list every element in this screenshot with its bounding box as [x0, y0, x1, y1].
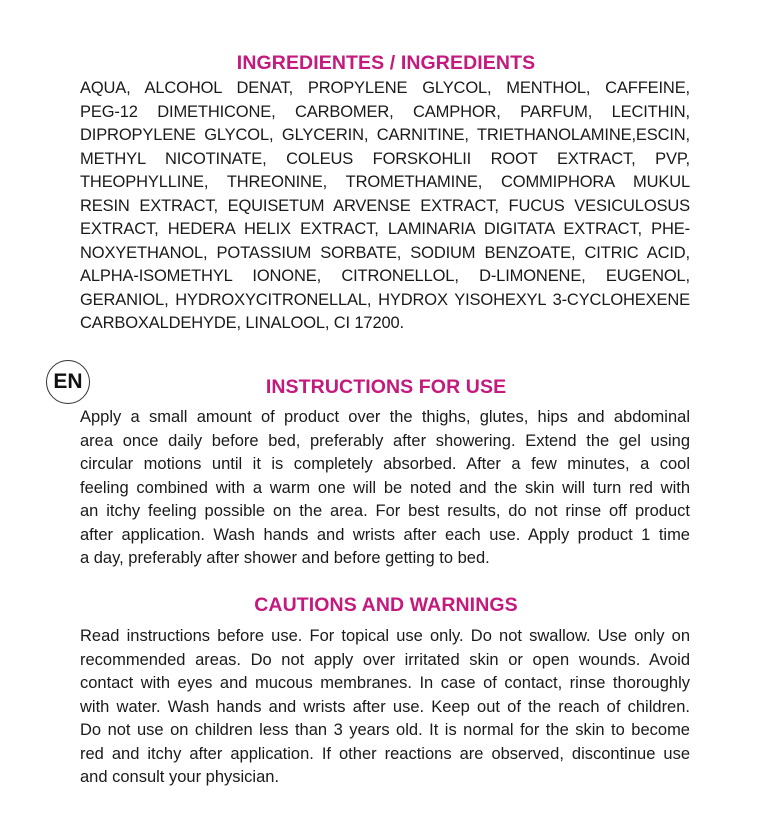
ingredients-line: THEOPHYLLINE, THREONINE, TROMETHAMINE, COMMIPHORA MUKUL	[80, 173, 690, 191]
ingredients-line: EXTRACT, HEDERA HELIX EXTRACT, LAMINARIA DIGITATA EXTRACT, PHE-	[80, 220, 690, 238]
instructions-line: circular motions until it is completely absorbed. After a few minutes, a cool	[80, 455, 690, 473]
instructions-line: Apply a small amount of product over the thighs, glutes, hips and abdominal	[80, 408, 690, 426]
ingredients-line: ALPHA-ISOMETHYL IONONE, CITRONELLOL, D-LIMONENE, EUGENOL,	[80, 267, 690, 285]
ingredients-heading: INGREDIENTES / INGREDIENTS	[236, 52, 536, 74]
instructions-line: an itchy feeling possible on the area. For best results, do not rinse off product	[80, 502, 690, 520]
ingredients-line: DIPROPYLENE GLYCOL, GLYCERIN, CARNITINE, TRIETHANOLAMINE,ESCIN,	[80, 126, 690, 144]
cautions-heading: CAUTIONS AND WARNINGS	[254, 594, 518, 616]
ingredients-line: NOXYETHANOL, POTASSIUM SORBATE, SODIUM BENZOATE, CITRIC ACID,	[80, 243, 690, 262]
ingredients-line: RESIN EXTRACT, EQUISETUM ARVENSE EXTRACT, FUCUS VESICULOSUS	[80, 196, 690, 215]
ingredients-line: CARBOXALDEHYDE, LINALOOL, CI 17200.	[80, 314, 404, 332]
cautions-line: with water. Wash hands and wrists after use. Keep out of the reach of children.	[80, 697, 690, 716]
instructions-line: a day, preferably after shower and before getting to bed.	[80, 549, 490, 567]
instructions-line: area once daily before bed, preferably after showering. Extend the gel using	[80, 431, 690, 450]
language-badge: EN	[46, 360, 90, 404]
instructions-line: after application. Wash hands and wrists after each use. Apply product 1 time	[80, 525, 690, 544]
cautions-line: contact with eyes and mucous membranes. In case of contact, rinse thoroughly	[80, 674, 690, 692]
ingredients-list	[80, 77, 690, 336]
ingredients-line: AQUA, ALCOHOL DENAT, PROPYLENE GLYCOL, MENTHOL, CAFFEINE,	[80, 79, 690, 97]
instructions-line: feeling combined with a warm one will be noted and the skin will turn red with	[80, 478, 690, 497]
cautions-line: Do not use on children less than 3 years old. It is normal for the skin to become	[80, 721, 690, 739]
ingredients-line: GERANIOL, HYDROXYCITRONELLAL, HYDROX YISOHEXYL 3-CYCLOHEXENE	[80, 290, 690, 309]
instructions-text	[80, 406, 690, 571]
instructions-heading: INSTRUCTIONS FOR USE	[265, 376, 507, 398]
cautions-line: recommended areas. Do not apply over irritated skin or open wounds. Avoid	[80, 650, 690, 669]
ingredients-line: METHYL NICOTINATE, COLEUS FORSKOHLII ROOT EXTRACT, PVP,	[80, 149, 690, 168]
ingredients-line: PEG-12 DIMETHICONE, CARBOMER, CAMPHOR, PARFUM, LECITHIN,	[80, 102, 690, 121]
cautions-line: red and itchy after application. If other reactions are observed, discontinue use	[80, 744, 690, 763]
cautions-line: Read instructions before use. For topical use only. Do not swallow. Use only on	[80, 627, 690, 645]
cautions-text	[80, 625, 690, 790]
cautions-line: and consult your physician.	[80, 768, 280, 786]
